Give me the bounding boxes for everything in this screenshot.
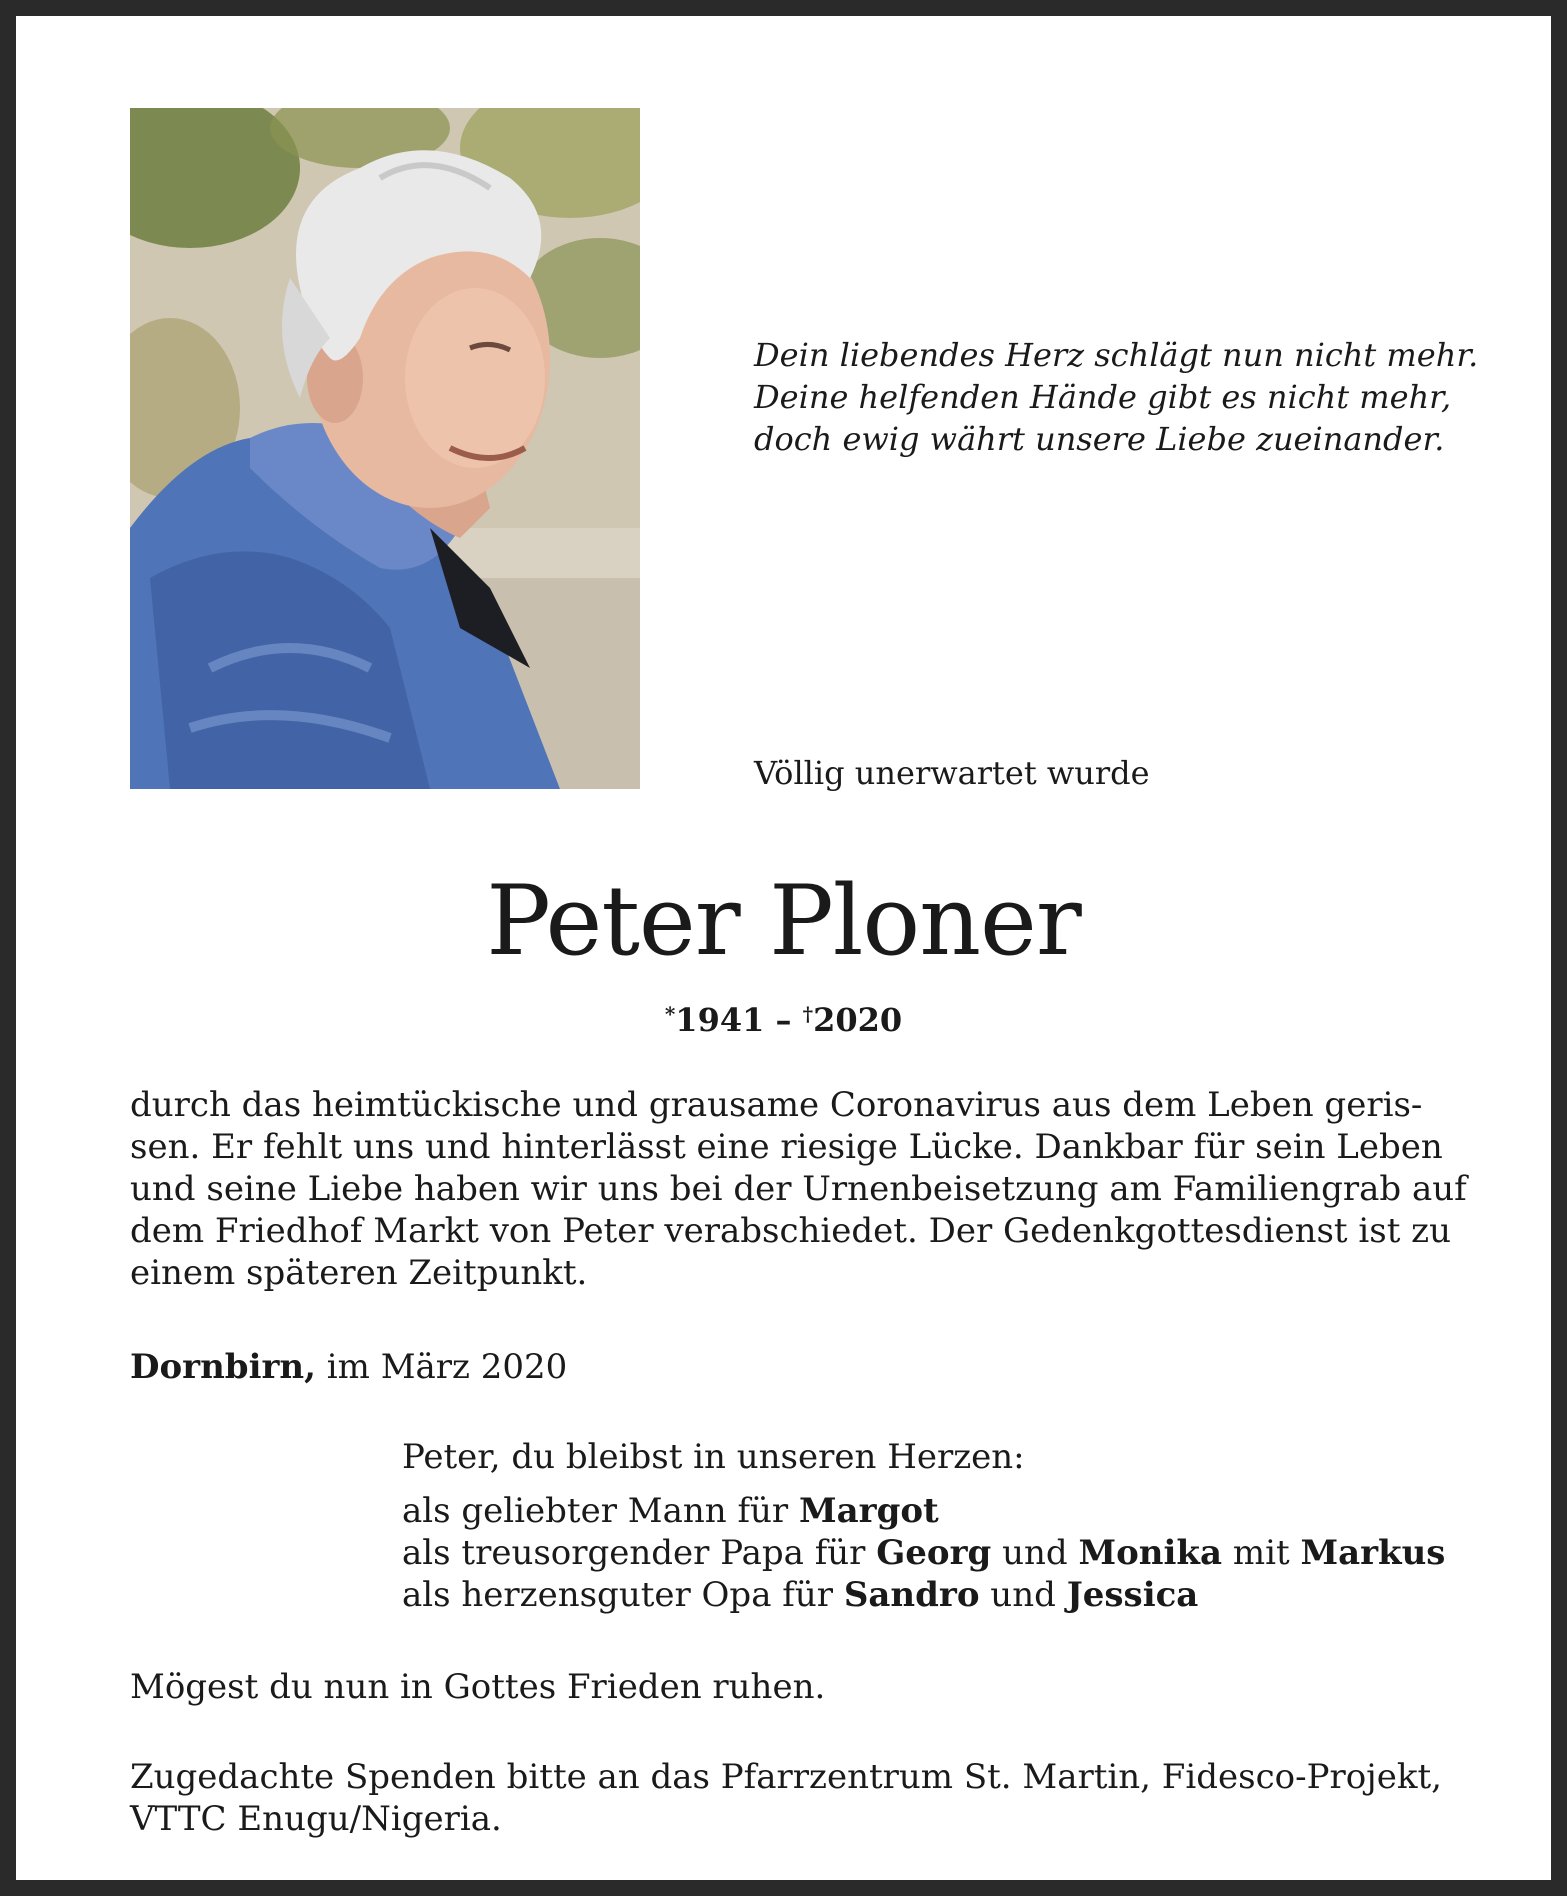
family-list (402, 1436, 1445, 1616)
family-member-name: Jessica (1066, 1575, 1199, 1615)
birth-star-icon: * (664, 1002, 676, 1026)
memorial-verse (754, 334, 1514, 460)
body-line: dem Friedhof Markt von Peter verabschiedet. Der Gedenkgottesdienst ist zu (130, 1211, 1451, 1251)
death-year: 2020 (813, 1001, 903, 1039)
family-line-text: als treusorgender Papa für (402, 1533, 877, 1573)
family-member-name: Sandro (843, 1575, 980, 1615)
family-line-3 (402, 1574, 1445, 1616)
portrait-photo-icon (130, 108, 640, 789)
life-dates (16, 994, 1551, 1040)
date-separator: – (764, 1001, 803, 1039)
family-conjunction: und (991, 1533, 1079, 1573)
body-line: und seine Liebe haben wir uns bei der Urnenbeisetzung am Familiengrab auf (130, 1169, 1467, 1209)
intro-text: Völlig unerwartet wurde (754, 754, 1150, 792)
verse-line: Deine helfenden Hände gibt es nicht mehr, (754, 378, 1452, 416)
rest-in-peace-text: Mögest du nun in Gottes Frieden ruhen. (130, 1667, 826, 1707)
donation-line: VTTC Enugu/Nigeria. (130, 1799, 502, 1839)
family-member-name: Monika (1078, 1533, 1223, 1573)
body-line: durch das heimtückische und grausame Coronavirus aus dem Leben geris- (130, 1085, 1423, 1125)
family-conjunction: mit (1222, 1533, 1301, 1573)
family-member-name: Georg (876, 1533, 992, 1573)
family-member-name: Margot (799, 1491, 939, 1531)
donation-note (130, 1756, 1442, 1840)
birth-year: 1941 (675, 1001, 765, 1039)
obituary-body (130, 1084, 1467, 1294)
portrait-photo (130, 108, 640, 789)
death-cross-icon: † (802, 1002, 814, 1026)
verse-line: Dein liebendes Herz schlägt nun nicht mehr. (754, 336, 1479, 374)
deceased-name: Peter Ploner (486, 865, 1081, 977)
place-date-text: im März 2020 (315, 1347, 568, 1387)
obituary-card (16, 16, 1551, 1880)
family-line-2 (402, 1532, 1445, 1574)
family-line-text: als herzensguter Opa für (402, 1575, 844, 1615)
family-line-text: als geliebter Mann für (402, 1491, 799, 1531)
verse-line: doch ewig währt unsere Liebe zueinander. (754, 420, 1445, 458)
donation-line: Zugedachte Spenden bitte an das Pfarrzentrum St. Martin, Fidesco-Projekt, (130, 1757, 1442, 1797)
family-line-1 (402, 1490, 1445, 1532)
body-line: einem späteren Zeitpunkt. (130, 1253, 588, 1293)
family-lead: Peter, du bleibst in unseren Herzen: (402, 1437, 1025, 1477)
family-member-name: Markus (1300, 1533, 1446, 1573)
body-line: sen. Er fehlt uns und hinterlässt eine riesige Lücke. Dankbar für sein Leben (130, 1127, 1443, 1167)
place-date (130, 1346, 567, 1388)
family-conjunction: und (979, 1575, 1067, 1615)
place-city: Dornbirn, (130, 1347, 316, 1387)
